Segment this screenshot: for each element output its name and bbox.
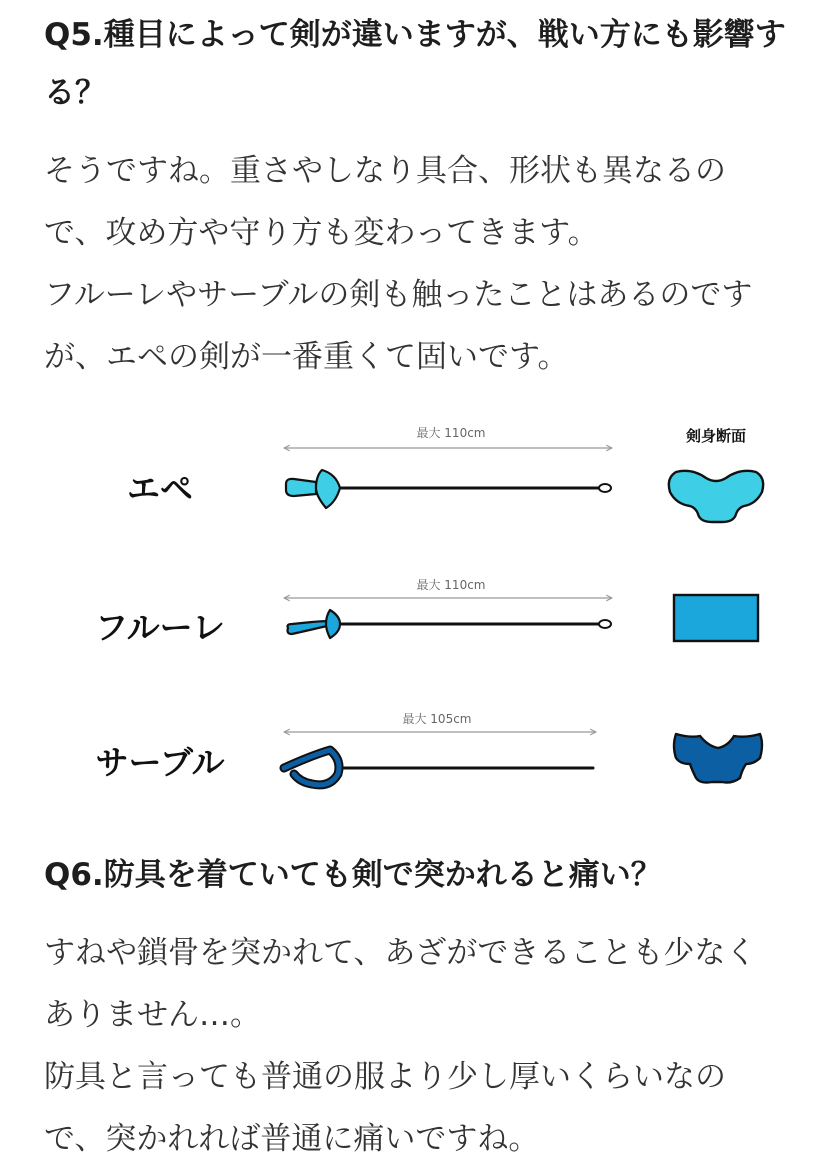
q6-answer-line: すねや鎖骨を突かれて、あざができることも少なく [44, 935, 757, 971]
foil-row [95, 577, 758, 647]
q5-question-heading: Q5.種目によって剣が違いますが、戦い方にも影響する？ [44, 17, 786, 111]
foil-cross-section-shape [674, 595, 758, 641]
length-label-epee: 最大 110cm [416, 426, 486, 440]
sword-comparison-diagram [0, 412, 840, 812]
q6-question-heading: Q6.防具を着ていても剣で突かれると痛い？ [44, 857, 662, 893]
epee-row [127, 425, 763, 522]
cross-section-title: 剣身断面 [685, 427, 747, 445]
sabre-row [95, 711, 762, 785]
sabre-sword-icon [284, 750, 593, 785]
q6-answer-line: ありません…。 [44, 997, 261, 1033]
q6-answer-line: 防具と言っても普通の服より少し厚いくらいなの [44, 1059, 726, 1095]
epee-cross-section-shape [669, 471, 763, 522]
length-label-sabre: 最大 105cm [402, 712, 472, 726]
q5-answer-line: が、エペの剣が一番重くて固いです。 [44, 339, 569, 375]
epee-sword-icon [286, 470, 611, 508]
length-label-foil: 最大 110cm [416, 578, 486, 592]
weapon-name-foil: フルーレ [94, 608, 226, 647]
sabre-cross-section-shape [674, 734, 762, 783]
weapon-name-sabre: サーブル [95, 743, 225, 782]
foil-sword-icon [288, 610, 612, 638]
q6-answer [44, 922, 804, 1170]
q5-answer-line: そうですね。重さやしなり具合、形状も異なるの [44, 153, 726, 189]
q6-answer-line: で、突かれれば普通に痛いですね。 [44, 1121, 540, 1157]
q5-answer [44, 140, 804, 388]
q5-answer-line: で、攻め方や守り方も変わってきます。 [44, 215, 599, 251]
weapon-name-epee: エペ [127, 469, 193, 508]
q5-answer-line: フルーレやサーブルの剣も触ったことはあるのです [44, 277, 753, 313]
